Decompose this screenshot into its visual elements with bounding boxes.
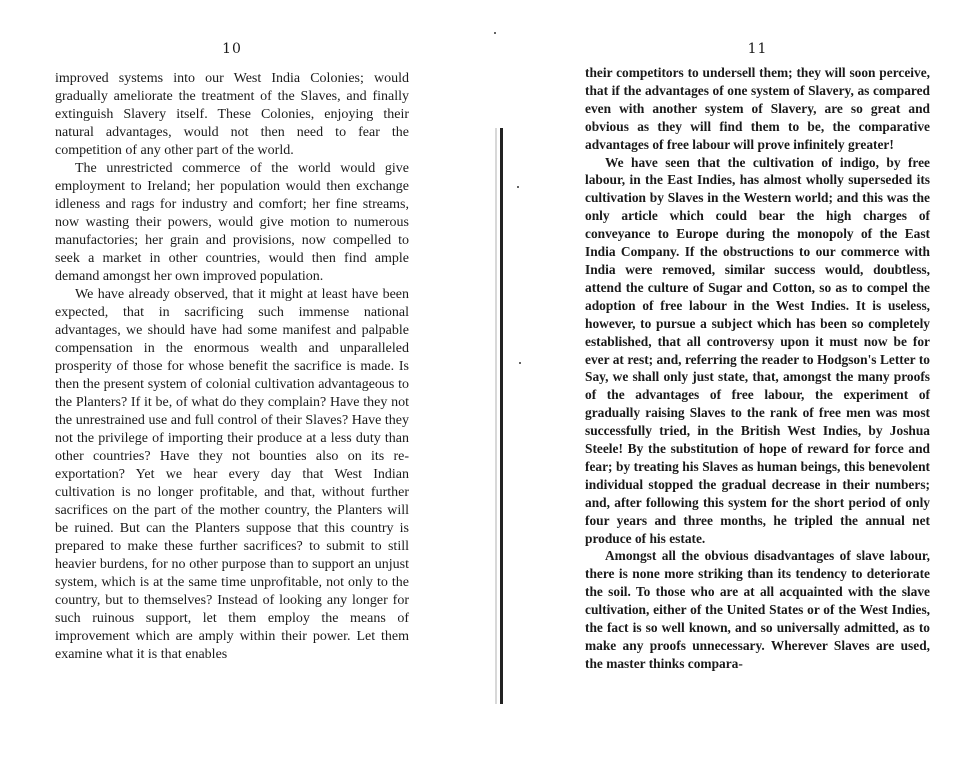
book-gutter-shadow xyxy=(495,128,497,704)
right-page-text xyxy=(585,64,930,673)
paragraph: improved systems into our West India Colonies; would gradually ameliorate the treatment of the Slaves, and finally extinguish Slavery itself. These Colonies, enjoying their natural advantages, would not then need to fear the competition of any other part of the world. xyxy=(55,71,409,158)
paragraph: We have seen that the cultivation of indigo, by free labour, in the East Indies, has almost wholly superseded its cultivation by Slaves in the Western world; and this was the only article which could bear the high charges of conveyance to Europe during the monopoly of the East India Company. If the obstructions to our commerce with India were removed, similar success would, doubtless, attend the culture of Sugar and Cotton, so as to compel the adoption of free labour in the West Indies. It is useless, however, to pursue a subject which has been so completely established, that all controversy upon it must now be for ever at rest; and, referring the reader to Hodgson's Letter to Say, we shall only just state, that, amongst the many proofs of the advantages of free labour, the experiment of gradually raising Slaves to the rank of free men was most successfully tried, in the British West Indies, by Joshua Steele! By the substitution of hope of reward for force and fear; by treating his Slaves as human beings, this benevolent individual stopped the gradual decrease in their numbers; and, after following this system for the short period of only four years and three months, he tripled the annual net produce of his estate. xyxy=(585,154,930,546)
paragraph: The unrestricted commerce of the world would give employment to Ireland; her population would then exchange idleness and rags for industry and comfort; her fine streams, now wasting their powers, would give motion to numerous manufactories; her grain and provisions, now compelled to seek a market in other countries, would then find ample demand amongst her own improved population. xyxy=(55,161,409,284)
paragraph: Amongst all the obvious disadvantages of slave labour, there is none more striking than its tendency to deteriorate the soil. To those who are at all acquainted with the slave cultivation, either of the United States or of the West Indies, the fact is so well known, and so universally admitted, as to make any proofs unnecessary. Wherever Slaves are used, the master thinks compara- xyxy=(585,548,930,671)
scan-speck xyxy=(519,362,521,364)
paragraph: We have already observed, that it might at least have been expected, that in sacrificing such immense national advantages, we should have had some manifest and palpable compensation in the enormous wealth and unparalleled prosperity of those for whose benefit the sacrifice is made. Is then the present system of colonial cultivation advantageous to the Planters? If it be, of what do they complain? Have they not the unrestrained use and full control of their Slaves? Have they not the privilege of importing their produce at a less duty than other countries? Have they not bounties also on its re-exportation? Yet we hear every day that West Indian cultivation is no longer profitable, and that, without further sacrifices on the part of the mother country, the Planters will be ruined. But can the Planters suppose that this country is prepared to make these further sacrifices? to submit to still heavier burdens, for no other purpose than to support an unjust system, which is at the same time unprofitable, not only to the country, but to themselves? Instead of looking any longer for such ruinous support, let them employ the means of improvement which are amply within their power. Let them examine what it is that enables xyxy=(55,287,409,662)
scan-speck xyxy=(494,32,496,34)
page-number-right: 11 xyxy=(747,41,768,57)
left-page-text xyxy=(55,70,409,664)
paragraph: their competitors to undersell them; they will soon perceive, that if the advantages of one system of Slavery, as compared even with another system of Slavery, are so great and obvious as they will find them to be, the comparative advantages of free labour will prove infinitely greater! xyxy=(585,65,930,152)
book-gutter xyxy=(500,128,503,704)
scan-speck xyxy=(517,186,519,188)
page-number-left: 10 xyxy=(222,41,242,57)
